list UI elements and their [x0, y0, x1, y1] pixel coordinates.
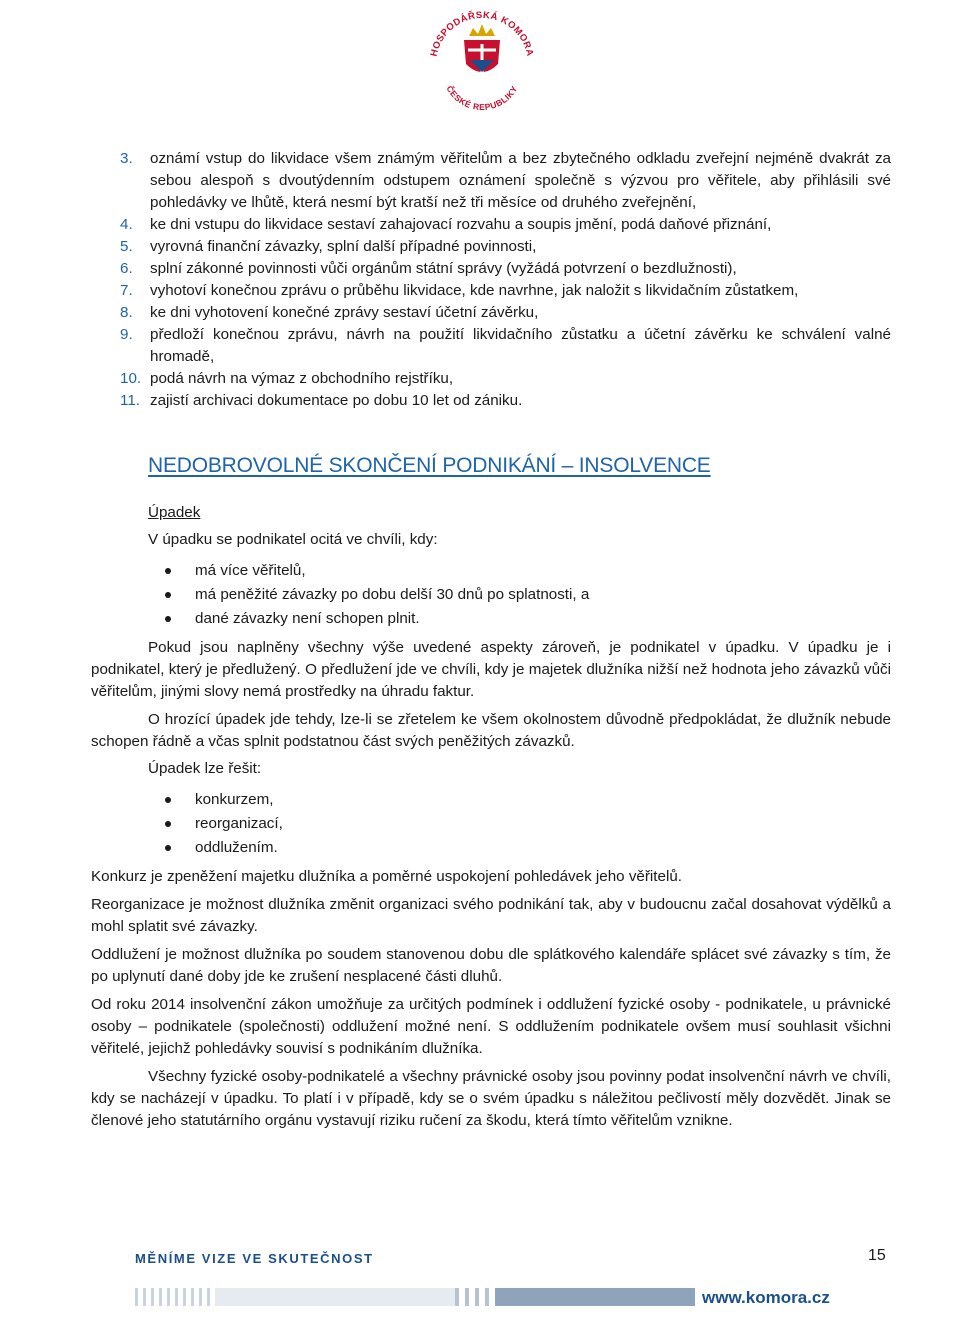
- svg-text:ČESKÉ REPUBLIKY: ČESKÉ REPUBLIKY: [444, 83, 520, 112]
- list-item: 10. podá návrh na výmaz z obchodního rejstříku,: [120, 370, 454, 387]
- list-item: má peněžité závazky po dobu delší 30 dnů po splatnosti, a: [163, 583, 891, 607]
- definition-reorganizace: Reorganizace je možnost dlužníka změnit organizaci svého podnikání tak, aby v budoucnu začal dosahovat výdělků a mohl splatit své závazky.: [91, 896, 891, 935]
- paragraph-predluzeni: Pokud jsou naplněny všechny výše uvedené aspekty zároveň, je podnikatel v úpadku. V úpadku je i podnikatel, který je předlužený. O předlužení jde ve chvíli, kdy je majetek dlužníka nižší než hodnota jeho závazků vůči věřitelům, jinými slovy nemá prostředky na úhradu faktur.: [91, 639, 891, 700]
- list-item: 4. ke dni vstupu do likvidace sestaví zahajovací rozvahu a soupis jmění, podá daňové přiznání,: [120, 216, 772, 233]
- list-item: 5. vyrovná finanční závazky, splní další případné povinnosti,: [120, 238, 537, 255]
- list-item: reorganizací,: [163, 812, 891, 836]
- page-number: 15: [868, 1247, 886, 1264]
- list-item: 6. splní zákonné povinnosti vůči orgánům státní správy (vyžádá potvrzení o bezdlužnosti),: [120, 260, 737, 277]
- solve-intro: Úpadek lze řešit:: [148, 760, 262, 777]
- paragraph-2014: Od roku 2014 insolvenční zákon umožňuje za určitých podmínek i oddlužení fyzické osoby - podnikatele, u právnické osoby – podnikatele (společnosti) oddlužení možné není. S oddlužením podnikatele ovšem musí souhlasit všichni věřitelé, jejichž pohledávky souvisí s podnikáním dlužníka.: [91, 996, 891, 1057]
- list-item: 11. zajistí archivaci dokumentace po dobu 10 let od zániku.: [120, 392, 523, 409]
- intro-text: V úpadku se podnikatel ocitá ve chvíli, kdy:: [148, 531, 438, 548]
- solutions-list: [163, 788, 891, 860]
- liquidation-steps-list: [120, 148, 891, 412]
- page-content: [91, 148, 891, 1132]
- conditions-list: [163, 559, 891, 631]
- list-item: má více věřitelů,: [163, 559, 891, 583]
- list-item: 3. oznámí vstup do likvidace všem známým věřitelům a bez zbytečného odkladu zveřejní nejméně dvakrát za sebou alespoň s dvoutýdenním odstupem oznámení společně s výzvou pro věřitele, aby přihlásili své pohledávky ve lhůtě, která nesmí být kratší než tři měsíce od druhého zveřejnění,: [120, 150, 891, 211]
- footer-decoration: [135, 1282, 695, 1310]
- paragraph-hrozici-upadek: O hrozící úpadek jde tehdy, lze-li se zřetelem ke všem okolnostem důvodně předpokládat, že dlužník nebude schopen řádně a včas splnit podstatnou část svých peněžitých závazků.: [91, 711, 891, 750]
- chamber-logo: [420, 2, 544, 112]
- definition-oddluzeni: Oddlužení je možnost dlužníka po soudem stanovenou dobu dle splátkového kalendáře splácet své závazky s tím, že po uplynutí dané doby jde ke zrušení nesplacené části dluhů.: [91, 946, 891, 985]
- list-item: dané závazky není schopen plnit.: [163, 607, 891, 631]
- footer-tagline: MĚNÍME VIZE VE SKUTEČNOST: [135, 1251, 374, 1266]
- list-item: oddlužením.: [163, 836, 891, 860]
- subheading-upadek: Úpadek: [148, 504, 201, 521]
- list-item: konkurzem,: [163, 788, 891, 812]
- logo-emblem-icon: [464, 24, 500, 72]
- list-item: 8. ke dni vyhotovení konečné zprávy sestaví účetní závěrku,: [120, 304, 539, 321]
- svg-text:HOSPODÁŘSKÁ KOMORA: HOSPODÁŘSKÁ KOMORA: [428, 9, 536, 58]
- paragraph-povinnost: Všechny fyzické osoby-podnikatelé a všechny právnické osoby jsou povinny podat insolvenční návrh ve chvíli, kdy se nacházejí v úpadku. To platí i v případě, kdy se o svém úpadku s náležitou pečlivostí měly dozvědět. Jinak se členové jeho statutárního orgánu vystavují riziku ručení za škodu, která tímto věřitelům vznikne.: [91, 1068, 891, 1129]
- section-title: NEDOBROVOLNÉ SKONČENÍ PODNIKÁNÍ – INSOLVENCE: [148, 454, 711, 477]
- list-item: 7. vyhotoví konečnou zprávu o průběhu likvidace, kde navrhne, jak naložit s likvidačním zůstatkem,: [120, 282, 799, 299]
- definition-konkurz: Konkurz je zpeněžení majetku dlužníka a poměrné uspokojení pohledávek jeho věřitelů.: [91, 868, 682, 885]
- footer-url: www.komora.cz: [702, 1288, 830, 1307]
- list-item: 9. předloží konečnou zprávu, návrh na použití likvidačního zůstatku a účetní závěrku ke schválení valné hromadě,: [120, 326, 891, 365]
